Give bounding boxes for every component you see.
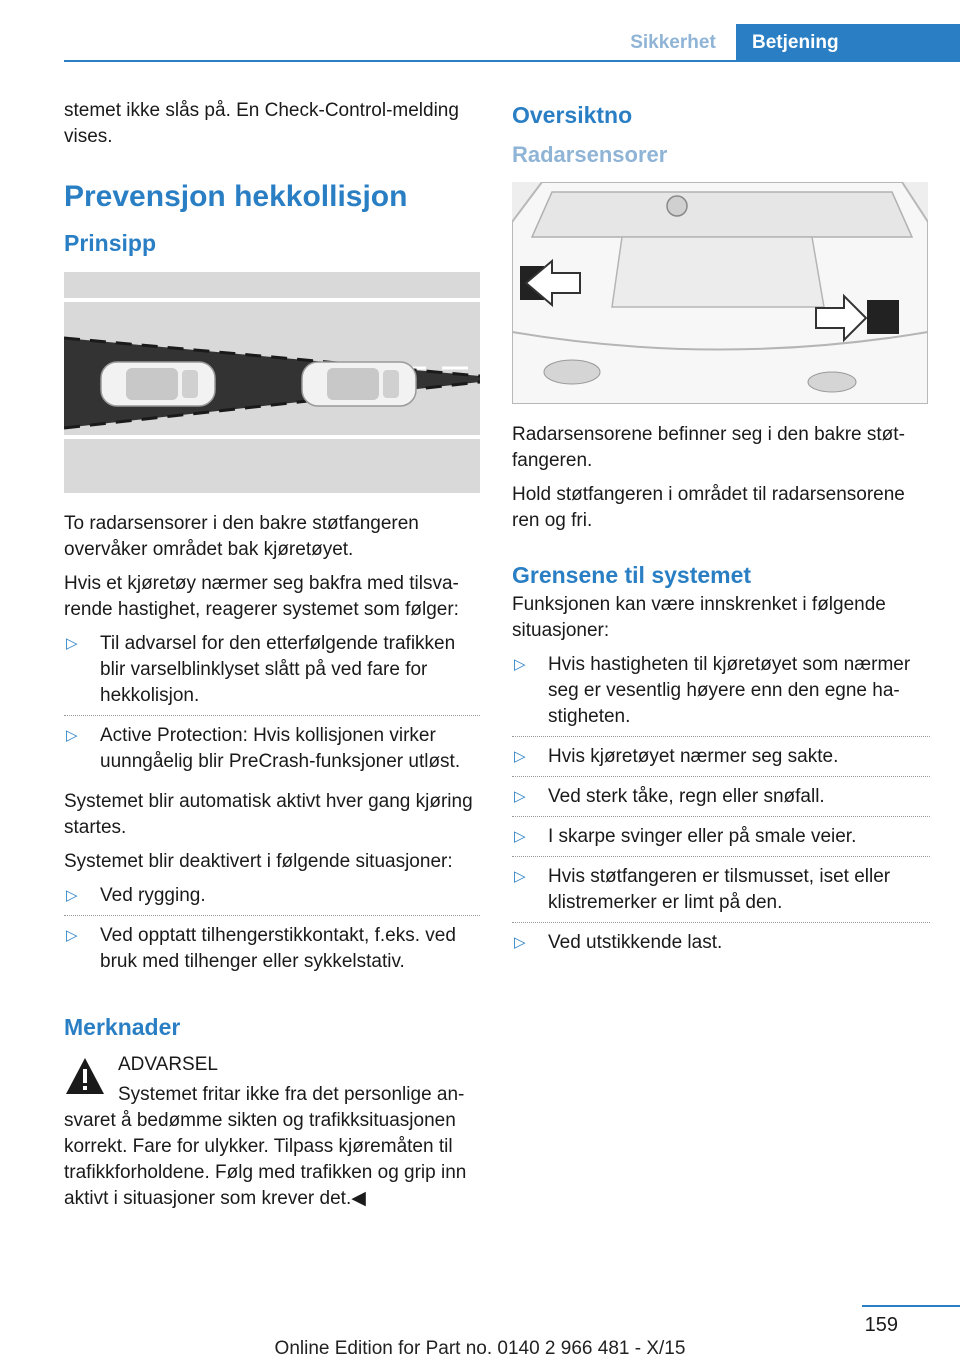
warning-block [64, 1052, 480, 1212]
list-item: ▷ Ved sterk tåke, regn eller snøfall. [512, 784, 930, 817]
list-item: ▷ I skarpe svinger eller på smale veier. [512, 824, 930, 857]
right-column [512, 98, 930, 970]
list-item: ▷ Hvis støtfangeren er tilsmusset, iset eller klistremerker er limt på den. [512, 864, 930, 923]
left-column [64, 98, 480, 1220]
rear-collision-diagram [64, 272, 480, 493]
radar-location-text: Radarsensorene befinner seg i den bakre støtfangeren. [512, 424, 905, 471]
footer-edition-text: Online Edition for Part no. 0140 2 966 481 - X/15 [274, 1338, 686, 1359]
reaction-list [64, 631, 480, 782]
bullet-triangle-icon: ▷ [66, 927, 78, 944]
tab-sikkerhet[interactable]: Sikkerhet [630, 32, 716, 53]
list-item: ▷ Til advarsel for den etterfølgende trafikken blir varselblinklyset slått på ved fare for hekkolisjon. [64, 631, 480, 716]
bullet-triangle-icon: ▷ [66, 727, 78, 744]
right-radar-sensor [867, 300, 899, 334]
list-item: ▷ Ved utstikkende last. [512, 930, 930, 963]
system-limits-intro: Funksjonen kan være innskrenket i følgende situasjoner: [512, 594, 886, 641]
subsection-title: Prinsipp [64, 230, 157, 256]
bullet-triangle-icon: ▷ [514, 788, 526, 805]
overview-title: Oversiktno [512, 102, 633, 128]
following-car-icon [101, 362, 215, 406]
radar-sensors-title: Radarsensorer [512, 142, 668, 167]
list-item: ▷ Hvis kjøretøyet nærmer seg sakte. [512, 744, 930, 777]
brand-badge-icon [667, 196, 687, 216]
list-item: ▷ Ved opptatt tilhengerstikkontakt, f.eks. ved bruk med tilhenger eller sykkelstativ. [66, 925, 456, 972]
list-item: ▷ Ved rygging. [64, 883, 480, 916]
list-item: ▷ Active Protection: Hvis kollisjonen virker uunngåelig blir PreCrash-funksjoner utløst. [66, 725, 461, 772]
warning-label: ADVARSEL [118, 1054, 218, 1075]
own-car-icon [302, 362, 416, 406]
radar-clean-text: Hold støtfangeren i området til radarsensorene ren og fri. [512, 484, 905, 531]
tab-betjening[interactable]: Betjening [736, 24, 960, 62]
bullet-triangle-icon: ▷ [514, 748, 526, 765]
bullet-triangle-icon: ▷ [66, 887, 78, 904]
intro-text: stemet ikke slås på. En Check-Control-melding vises. [64, 100, 459, 147]
bullet-triangle-icon: ▷ [514, 656, 526, 673]
rear-bumper-illustration [512, 182, 928, 404]
warning-text: Systemet fritar ikke fra det personlige ansvaret å bedømme sikten og trafikksituasjonen korrekt. Fare for ulykker. Tilpass kjøremåten til trafikkforholdene. Følg med trafikken og grip inn aktivt i situasjoner som krever det.◀ [64, 1084, 467, 1209]
notes-title: Merknader [64, 1014, 181, 1040]
deactivation-list [64, 883, 480, 982]
principle-text-2: Hvis et kjøretøy nærmer seg bakfra med tilsvarende hastighet, reagerer systemet som følger: [64, 573, 459, 620]
auto-active-text: Systemet blir automatisk aktivt hver gang kjøring startes. [64, 791, 473, 838]
deactivation-text: Systemet blir deaktivert i følgende situasjoner: [64, 851, 453, 872]
page-number: 159 [864, 1314, 898, 1336]
bullet-triangle-icon: ▷ [66, 635, 78, 652]
footer-rule [862, 1305, 960, 1307]
section-title: Prevensjon hekkollisjon [64, 180, 408, 213]
bullet-triangle-icon: ▷ [514, 868, 526, 885]
limits-list [512, 652, 930, 963]
list-item: ▷ Hvis hastigheten til kjøretøyet som nærmer seg er vesentlig høyere enn den egne hastigheten. [512, 652, 930, 737]
principle-text-1: To radarsensorer i den bakre støtfangeren overvåker området bak kjøretøyet. [64, 513, 419, 560]
bullet-triangle-icon: ▷ [514, 934, 526, 951]
warning-triangle-icon [64, 1056, 106, 1096]
bullet-triangle-icon: ▷ [514, 828, 526, 845]
system-limits-title: Grensene til systemet [512, 562, 752, 588]
